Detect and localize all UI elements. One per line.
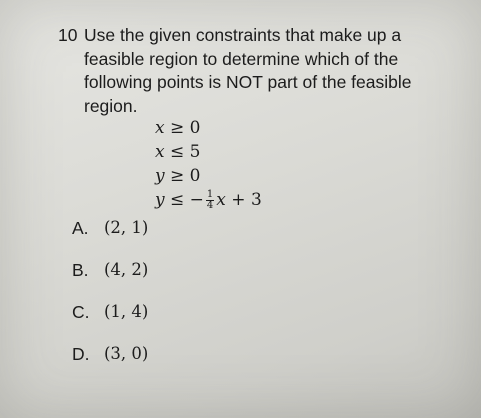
- constraint-fraction: [206, 190, 214, 211]
- choice-letter: D.: [72, 344, 90, 364]
- fraction-denominator: 4: [206, 200, 214, 211]
- question-block: [58, 24, 468, 118]
- constraint-value: 5: [189, 142, 201, 162]
- constraint-value: 0: [189, 166, 201, 186]
- question-text: Use the given constraints that make up a feasible region to determine which of the following points is NOT part of the feasible region.: [84, 25, 412, 116]
- constraint-variable: y: [155, 166, 165, 186]
- constraint-operator: ≤: [170, 190, 185, 210]
- fraction-numerator: 1: [206, 189, 214, 200]
- constraint-row: [155, 164, 262, 188]
- choice-value: (2, 1): [104, 218, 149, 237]
- constraint-operator: ≤: [170, 142, 185, 162]
- choice-value: (1, 4): [104, 302, 149, 321]
- constraint-constant: + 3: [231, 190, 262, 210]
- choice-letter: B.: [72, 260, 89, 280]
- constraint-row: [155, 188, 262, 212]
- choice-letter: A.: [72, 218, 89, 238]
- choice-value: (4, 2): [104, 260, 149, 279]
- constraint-variable: y: [155, 190, 165, 210]
- constraint-variable: x: [155, 118, 165, 138]
- constraint-negative-sign: −: [189, 190, 204, 210]
- constraint-value: 0: [189, 118, 201, 138]
- constraint-variable: x: [216, 190, 226, 210]
- constraint-operator: ≥: [170, 166, 185, 186]
- constraint-row: [155, 140, 262, 164]
- constraint-list: [155, 116, 262, 212]
- constraint-variable: x: [155, 142, 165, 162]
- question-number: 10: [58, 25, 78, 45]
- choice-letter: C.: [72, 302, 90, 322]
- choice-value: (3, 0): [104, 344, 149, 363]
- constraint-operator: ≥: [170, 118, 185, 138]
- constraint-row: [155, 116, 262, 140]
